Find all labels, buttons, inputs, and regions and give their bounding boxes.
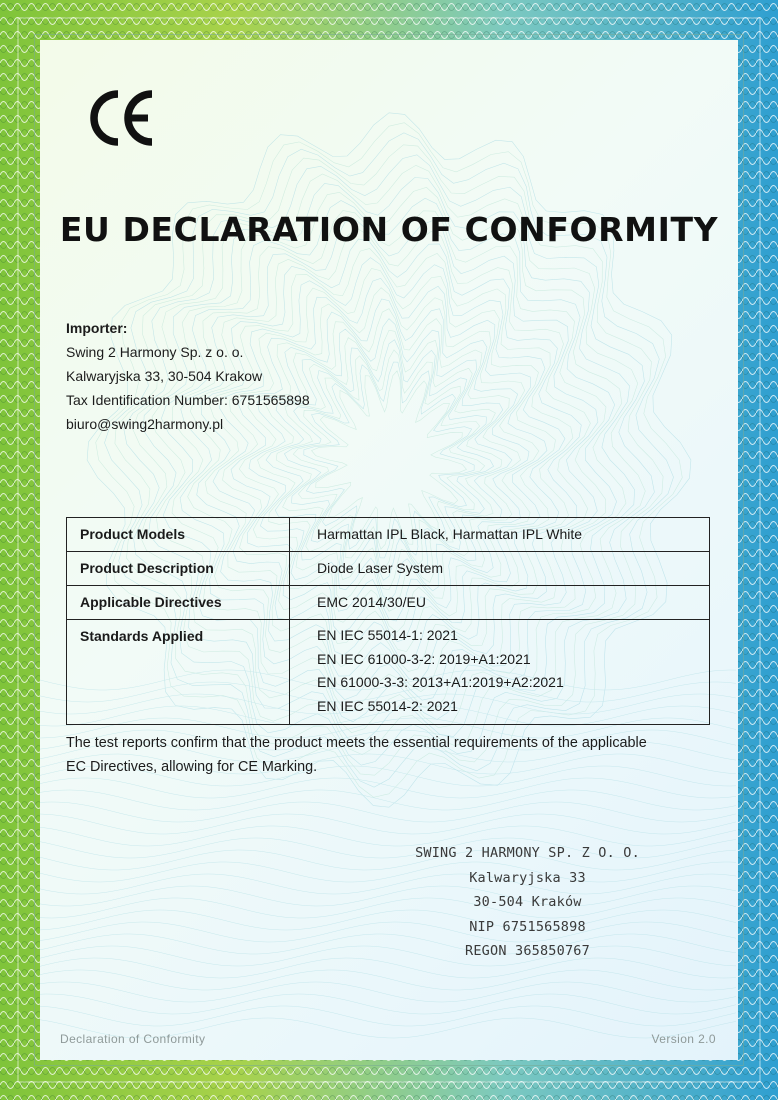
guilloche-wave <box>40 994 736 1014</box>
guilloche-wave <box>40 1006 736 1026</box>
standard-item: EN IEC 55014-1: 2021 <box>317 627 458 643</box>
row-value-applicable-directives: EMC 2014/30/EU <box>290 586 710 620</box>
standard-item: EN IEC 55014-2: 2021 <box>317 697 458 714</box>
row-key-standards-applied: Standards Applied <box>67 620 290 725</box>
guilloche-wave <box>40 778 736 798</box>
ce-mark-logo <box>88 86 156 150</box>
row-value-product-description: Diode Laser System <box>290 552 710 586</box>
importer-tax-id: Tax Identification Number: 6751565898 <box>66 392 310 408</box>
table-row <box>67 552 710 586</box>
importer-company: Swing 2 Harmony Sp. z o. o. <box>66 344 244 360</box>
importer-label: Importer: <box>66 320 128 336</box>
guilloche-wave <box>40 982 736 1002</box>
stamp-city: 30-504 Kraków <box>473 894 582 910</box>
table-row <box>67 586 710 620</box>
standard-item: EN IEC 61000-3-2: 2019+A1:2021 <box>317 650 531 667</box>
importer-address: Kalwaryjska 33, 30-504 Krakow <box>66 368 263 384</box>
footer-document-name: Declaration of Conformity <box>60 1032 206 1046</box>
row-value-product-models: Harmattan IPL Black, Harmattan IPL White <box>290 518 710 552</box>
row-key-product-models: Product Models <box>67 518 290 552</box>
conformity-statement: The test reports confirm that the product meets the essential requirements of the applicable EC Directives, allowing for CE Marking. <box>66 735 647 775</box>
stamp-nip: NIP 6751565898 <box>469 918 586 935</box>
document-title: EU DECLARATION OF CONFORMITY <box>59 210 719 249</box>
row-value-standards-applied <box>290 620 710 725</box>
stamp-regon: REGON 365850767 <box>465 943 590 959</box>
standard-item: EN 61000-3-3: 2013+A1:2019+A2:2021 <box>317 674 564 690</box>
table-row <box>67 620 710 725</box>
stamp-street: Kalwaryjska 33 <box>469 869 586 886</box>
footer-version: Version 2.0 <box>651 1032 716 1046</box>
stamp-company: SWING 2 HARMONY SP. Z O. O. <box>415 845 640 861</box>
guilloche-wave <box>40 970 736 990</box>
row-key-applicable-directives: Applicable Directives <box>67 586 290 620</box>
table-row <box>67 518 710 552</box>
row-key-product-description: Product Description <box>67 552 290 586</box>
company-stamp <box>405 841 650 964</box>
importer-email: biuro@swing2harmony.pl <box>66 416 224 432</box>
importer-block <box>66 316 310 436</box>
product-spec-table <box>66 517 710 725</box>
guilloche-wave <box>40 802 736 822</box>
